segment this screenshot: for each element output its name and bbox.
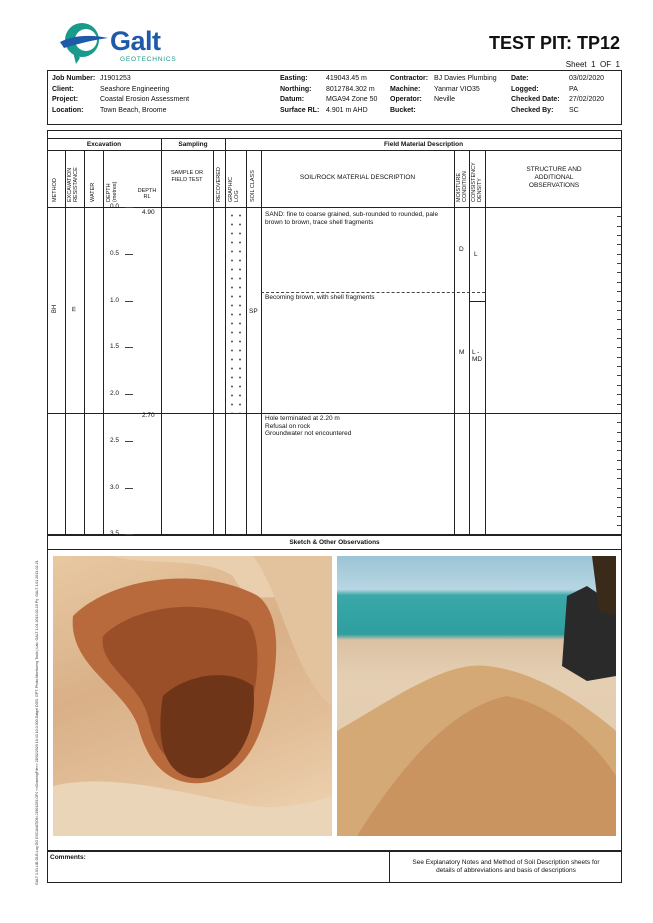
operator-label: Operator:: [390, 96, 422, 104]
col-recovered: RECOVERED: [216, 167, 222, 202]
datum-label: Datum:: [280, 96, 305, 104]
soil-class-value: SP: [249, 308, 258, 315]
contractor-value: BJ Davies Plumbing: [434, 75, 497, 82]
project-value: Coastal Erosion Assessment: [100, 96, 190, 104]
machine-label: Machine:: [390, 85, 421, 93]
col-line: [84, 150, 85, 535]
checked-date-label: Checked Date:: [511, 96, 560, 104]
col-water: WATER: [90, 182, 96, 202]
col-line: [246, 150, 247, 535]
operator-value: Neville: [434, 96, 456, 104]
job-number-label: Job Number:: [52, 75, 96, 82]
depth-tick: 1.0: [110, 297, 120, 304]
end-note-termination: Hole terminated at 2.20 m: [265, 415, 340, 422]
depth-tick: 1.5: [110, 343, 120, 350]
footer-note-line: details of abbreviations and basis of descriptions: [436, 867, 576, 874]
col-graphic: GRAPHIC LOG: [228, 176, 240, 202]
col-line: [454, 150, 455, 535]
logo-text: Galt: [110, 26, 161, 56]
col-depth: DEPTH (metres): [106, 181, 118, 202]
date-label: Date:: [511, 75, 529, 82]
moisture-dry: D: [459, 246, 464, 253]
contractor-label: Contractor:: [390, 75, 429, 82]
end-note-groundwater: Groundwater not encountered: [265, 430, 352, 437]
spoil-pile-photo: [337, 556, 616, 836]
company-logo: [58, 18, 188, 66]
density-loose-medium: [472, 349, 482, 363]
easting-value: 419043.45 m: [326, 75, 367, 82]
material-desc-2: Becoming brown, with shell fragments: [265, 294, 375, 301]
col-line: [485, 150, 486, 535]
depth-tick: 2.0: [110, 390, 120, 397]
rl-top: 4.90: [142, 209, 155, 216]
table-divider: [47, 150, 622, 151]
col-material: SOIL/ROCK MATERIAL DESCRIPTION: [299, 174, 416, 181]
page-title: TEST PIT: TP12: [488, 33, 620, 53]
end-notes: [265, 415, 351, 438]
project-label: Project:: [52, 96, 79, 104]
end-of-hole-line: [47, 413, 622, 414]
material-desc-line: SAND: fine to coarse grained, sub-rounded to rounded, pale: [265, 211, 439, 218]
col-sample: SAMPLE OR FIELD TEST: [170, 170, 204, 183]
density-boundary: [469, 301, 485, 302]
density-line: L -: [472, 349, 480, 356]
northing-value: 8012784.302 m: [326, 85, 375, 93]
footer-note: [390, 859, 622, 875]
col-line: [261, 150, 262, 535]
job-info-col1: [52, 74, 189, 117]
col-consistency: CONSISTENCY DENSITY: [471, 162, 483, 202]
sketch-title: Sketch & Other Observations: [289, 539, 380, 546]
job-info-col3: [390, 74, 497, 117]
graphic-log-sand: [226, 208, 246, 413]
logo-subtext: GEOTECHNICS: [120, 56, 177, 63]
location-label: Location:: [52, 107, 84, 115]
checked-date-value: 27/02/2020: [569, 96, 605, 104]
col-structure: STRUCTURE AND ADDITIONAL OBSERVATIONS: [526, 166, 582, 189]
col-line: [161, 138, 162, 535]
job-number-value: J1901253: [100, 75, 131, 82]
rl-bottom: 2.70: [142, 412, 155, 419]
depth-tick: 2.5: [110, 437, 120, 444]
col-moisture: MOISTURE CONDITION: [456, 171, 468, 202]
surface-rl-value: 4.901 m AHD: [326, 107, 368, 115]
col-line: [469, 150, 470, 535]
test-pit-photo: [53, 556, 332, 836]
col-method: METHOD: [52, 178, 58, 202]
date-value: 03/02/2020: [569, 75, 605, 82]
material-desc-1: [265, 211, 438, 226]
logo-icon: [58, 18, 110, 66]
easting-label: Easting:: [280, 75, 308, 82]
resistance-value: m: [71, 306, 78, 312]
machine-value: Yanmar VIO35: [434, 85, 480, 93]
col-line: [65, 150, 66, 535]
method-value: BH: [52, 304, 59, 314]
depth-tick: 3.5: [110, 530, 120, 537]
density-loose: L: [474, 251, 478, 258]
group-excavation: Excavation: [86, 141, 122, 148]
datum-value: MGA94 Zone 50: [326, 96, 378, 104]
surface-rl-label: Surface RL:: [280, 107, 320, 115]
end-note-refusal: Refusal on rock: [265, 422, 311, 430]
logged-label: Logged:: [511, 85, 539, 93]
depth-tick: 0.5: [110, 250, 120, 257]
moisture-moist: M: [459, 349, 465, 356]
header-bottom-line: [47, 207, 622, 208]
col-resistance: EXCAVATION RESISTANCE: [67, 167, 79, 202]
comments-label: Comments:: [50, 854, 86, 861]
log-table: [47, 130, 622, 535]
northing-label: Northing:: [280, 85, 312, 93]
checked-by-value: SC: [569, 107, 579, 115]
col-line: [103, 150, 104, 535]
table-divider: [47, 138, 622, 139]
bucket-label: Bucket:: [390, 107, 416, 115]
logged-value: PA: [569, 85, 578, 93]
depth-tick: 0.0: [110, 203, 120, 210]
density-line: MD: [472, 356, 483, 363]
col-line: [213, 150, 214, 535]
checked-by-label: Checked By:: [511, 107, 554, 115]
sheet-number: Sheet 1 OF 1: [565, 60, 620, 69]
client-value: Seashore Engineering: [100, 85, 170, 93]
job-info-col4: [511, 74, 604, 117]
footer-note-line: See Explanatory Notes and Method of Soil Description sheets for: [412, 859, 600, 866]
location-value: Town Beach, Broome: [100, 107, 167, 115]
layer-boundary-dashed: [261, 292, 485, 293]
col-soil-class: SOIL CLASS: [250, 170, 256, 202]
group-field: Field Material Description: [383, 141, 464, 148]
group-sampling: Sampling: [178, 141, 208, 148]
client-label: Client:: [52, 85, 74, 93]
col-depth-rl: DEPTH RL: [137, 188, 157, 200]
material-desc-line: brown to brown, trace shell fragments: [265, 218, 374, 226]
job-info-col2: [280, 74, 377, 117]
sketch-title-line: [47, 549, 622, 550]
side-print-info: GALT 1.01 LIB.GLB Log GG EXCAVATION J1901253.GPJ <<DrawingFile>> 28/02/2020 10:43 10.0.000 Datgel DGD, GPT, Photo Monitoring Tools | Lab. GALT 1.01 2013-02-15 Prj: GALT 1.01 2013-02-21: [35, 560, 39, 885]
depth-tick: 3.0: [110, 484, 120, 491]
